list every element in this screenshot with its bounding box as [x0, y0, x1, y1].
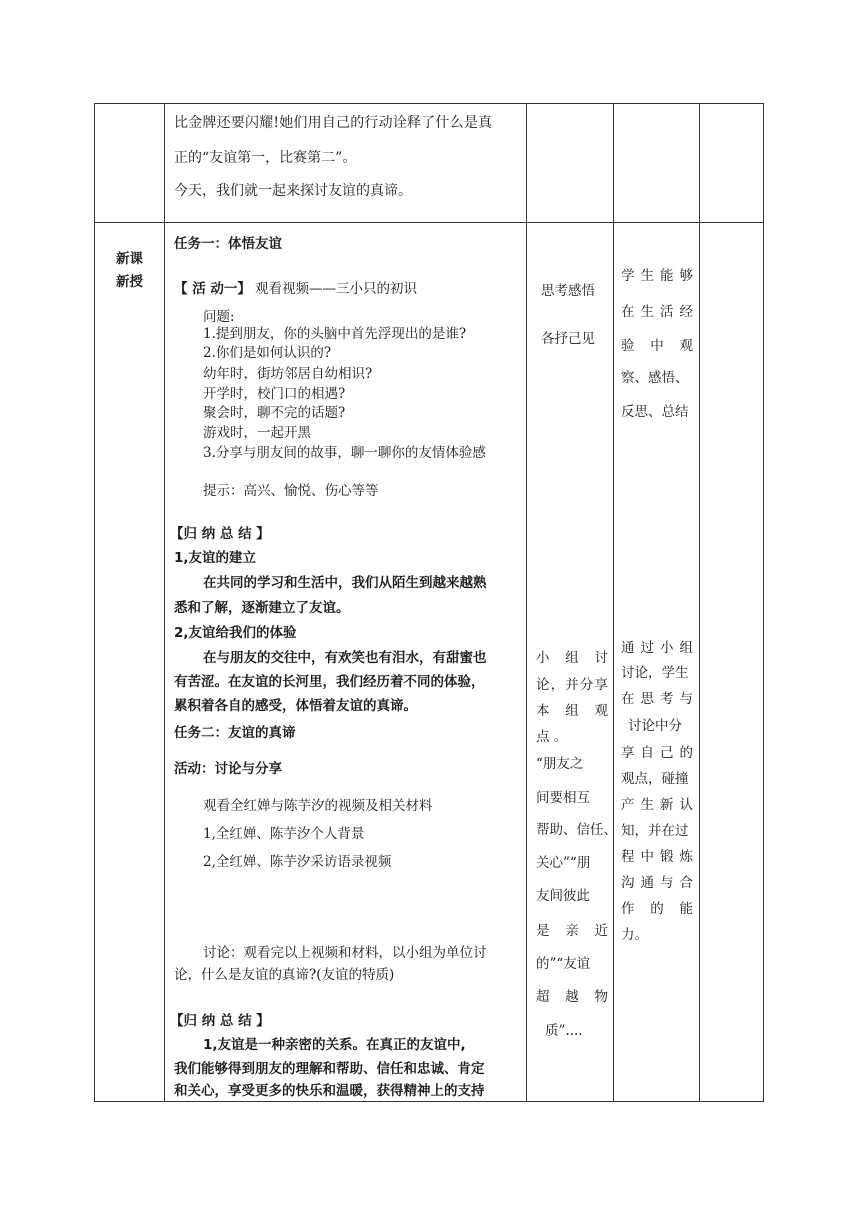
design-intent-2-line-9: 程 中 锻 炼 — [621, 849, 693, 865]
student-activity-2-line-10: 是 亲 近 — [536, 923, 608, 939]
discussion-line-1: 讨论：观看完以上视频和材料，以小组为单位讨 — [203, 945, 487, 961]
column-divider-2 — [526, 103, 527, 1102]
discussion-line-2: 论，什么是友谊的真谛?(友谊的特质) — [174, 967, 395, 983]
question-1: 1.提到朋友，你的头脑中首先浮现出的是谁? — [203, 326, 467, 342]
student-activity-2-line-4: 点 。 — [536, 729, 568, 745]
design-intent-2-line-6: 观点，碰撞 — [621, 771, 689, 787]
column-divider-3 — [613, 103, 614, 1102]
material-item-2: 2,全红婵、陈芋汐采访语录视频 — [203, 854, 392, 870]
stage-label-line-2: 新授 — [116, 274, 143, 290]
student-activity-2-line-7: 帮助、信任、 — [536, 822, 617, 838]
summary1-text-2c: 累积着各自的感受，体悟着友谊的真谛。 — [174, 698, 417, 714]
design-intent-2-line-8: 知，并在过 — [621, 823, 689, 839]
hint-text: 提示：高兴、愉悦、伤心等等 — [203, 483, 379, 499]
design-intent-2-line-12: 力。 — [621, 927, 648, 943]
question-2: 2.你们是如何认识的? — [203, 345, 332, 361]
student-activity-2-line-6: 间要相互 — [536, 790, 590, 806]
material-intro: 观看全红婵与陈芋汐的视频及相关材料 — [203, 798, 433, 814]
question-label: 问题: — [203, 309, 235, 325]
design-intent-1-line-3: 验 中 观 — [621, 338, 693, 354]
question-2-option-a: 幼年时，街坊邻居自幼相识? — [203, 366, 373, 382]
summary1-text-2b: 有苦涩。在友谊的长河里，我们经历着不同的体验， — [174, 674, 485, 690]
student-activity-2-line-2: 论，并分享 — [536, 677, 608, 693]
summary1-text-1a: 在共同的学习和生活中，我们从陌生到越来越熟 — [203, 575, 487, 591]
summary1-text-1b: 悉和了解，逐渐建立了友谊。 — [174, 600, 350, 616]
design-intent-2-line-2: 讨论，学生 — [621, 665, 689, 681]
activity2-title: 活动：讨论与分享 — [174, 761, 282, 777]
design-intent-2-line-3: 在 思 考 与 — [621, 691, 693, 707]
truth-point-1c: 和关心，享受更多的快乐和温暖，获得精神上的支持 — [174, 1083, 485, 1099]
student-activity-2-line-13: 质”.... — [545, 1023, 583, 1039]
student-activity-2-line-12: 超 越 物 — [536, 989, 608, 1005]
question-2-option-b: 开学时，校门口的相遇? — [203, 386, 346, 402]
table-right-border — [763, 103, 764, 1102]
material-item-1: 1,全红婵、陈芋汐个人背景 — [203, 826, 365, 842]
stage-label-line-1: 新课 — [116, 251, 143, 267]
summary1-heading-1: 1,友谊的建立 — [174, 550, 257, 566]
design-intent-1-line-5: 反思、总结 — [621, 404, 689, 420]
student-activity-2-line-11: 的”“友谊 — [536, 956, 591, 972]
intro-line-3: 今天，我们就一起来探讨友谊的真谛。 — [174, 183, 412, 199]
student-activity-1-line-1: 思考感悟 — [541, 283, 595, 299]
table-left-border — [94, 103, 95, 1102]
truth-point-1a: 1,友谊是一种亲密的关系。在真正的友谊中, — [203, 1037, 466, 1053]
student-activity-2-line-8: 关心”“朋 — [536, 855, 591, 871]
student-activity-2-line-1: 小 组 讨 — [536, 650, 608, 666]
design-intent-2-line-10: 沟 通 与 合 — [621, 875, 693, 891]
task2-title: 任务二：友谊的真谛 — [174, 725, 296, 741]
student-activity-2-line-9: 友间彼此 — [536, 888, 590, 904]
design-intent-2-line-7: 产 生 新 认 — [621, 797, 693, 813]
table-bottom-border — [94, 1101, 763, 1102]
design-intent-2-line-4: 讨论中分 — [628, 718, 682, 734]
student-activity-1-line-2: 各抒己见 — [541, 331, 595, 347]
design-intent-1-line-4: 察、感悟、 — [621, 370, 689, 386]
column-divider-4 — [699, 103, 700, 1102]
summary1-title: 【归 纳 总 结 】 — [170, 526, 270, 542]
design-intent-1-line-1: 学 生 能 够 — [621, 268, 693, 284]
summary1-text-2a: 在与朋友的交往中，有欢笑也有泪水，有甜蜜也 — [203, 650, 487, 666]
column-divider-1 — [164, 103, 165, 1102]
truth-point-1b: 我们能够得到朋友的理解和帮助、信任和忠诚、肯定 — [174, 1061, 485, 1077]
student-activity-2-line-3: 本 组 观 — [536, 703, 608, 719]
summary1-heading-2: 2,友谊给我们的体验 — [174, 625, 297, 641]
activity1-text: 观看视频——三小只的初识 — [255, 281, 417, 297]
intro-line-1: 比金牌还要闪耀!她们用自己的行动诠释了什么是真 — [174, 115, 493, 131]
activity1-bracket: 【 活 动一】 — [174, 281, 251, 297]
design-intent-2-line-11: 作 的 能 — [621, 901, 693, 917]
question-2-option-c: 聚会时，聊不完的话题? — [203, 405, 346, 421]
design-intent-2-line-5: 享 自 己 的 — [621, 745, 693, 761]
student-activity-2-line-5: “朋友之 — [536, 756, 584, 772]
design-intent-1-line-2: 在 生 活 经 — [621, 304, 693, 320]
question-2-option-d: 游戏时，一起开黑 — [203, 425, 311, 441]
design-intent-2-line-1: 通 过 小 组 — [621, 640, 693, 656]
intro-line-2: 正的“友谊第一，比赛第二”。 — [174, 150, 357, 166]
summary2-title: 【归 纳 总 结 】 — [170, 1013, 270, 1029]
table-top-border — [94, 103, 763, 104]
task1-title: 任务一：体悟友谊 — [174, 236, 282, 252]
row-divider — [94, 222, 763, 223]
question-3: 3.分享与朋友间的故事，聊一聊你的友情体验感 — [203, 445, 486, 461]
